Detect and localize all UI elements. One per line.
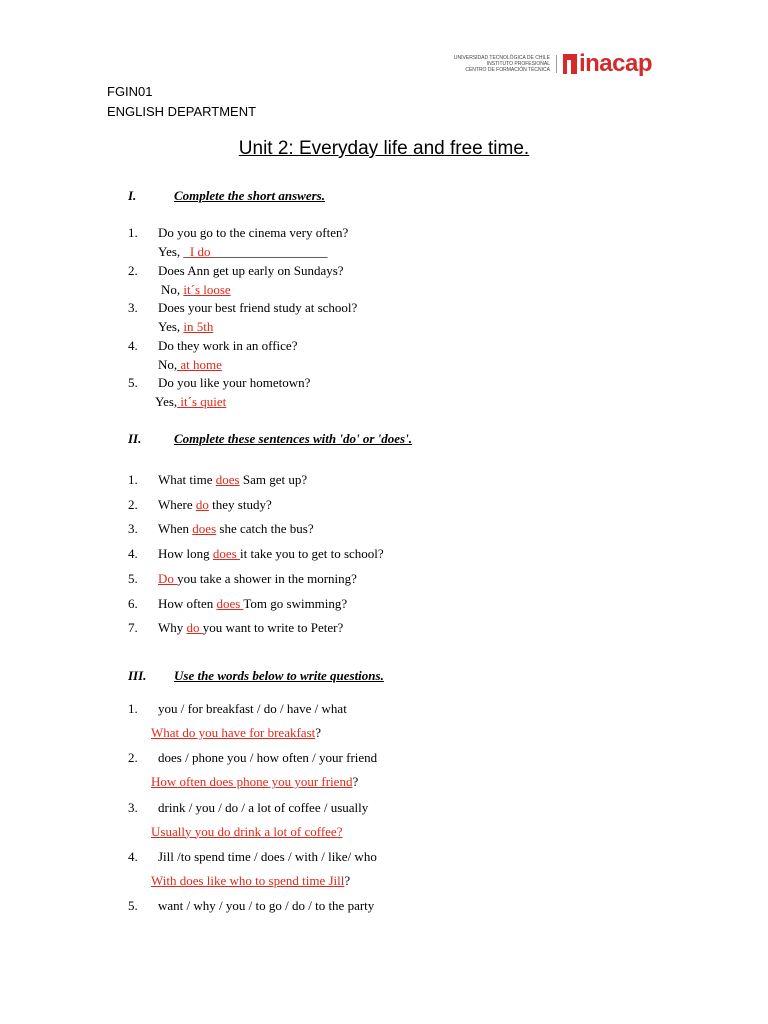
prompt-words: does / phone you / how often / your friend bbox=[158, 750, 378, 766]
short-answer bbox=[158, 244, 328, 260]
question-text: Do you like your hometown? bbox=[158, 375, 311, 390]
sentence-number: 2. bbox=[128, 496, 138, 512]
word-prompt-item bbox=[128, 898, 528, 916]
question-number: 3. bbox=[128, 300, 138, 315]
sentence-item bbox=[128, 596, 528, 614]
sentence-text bbox=[158, 472, 307, 488]
word-prompt-item bbox=[128, 849, 528, 867]
logo-square-icon bbox=[563, 54, 577, 74]
sentence-number: 3. bbox=[128, 521, 138, 537]
section-title: Use the words below to write questions. bbox=[174, 668, 384, 683]
sentence-end: it take you to get to school? bbox=[239, 546, 384, 562]
question-number: 5. bbox=[128, 375, 138, 390]
sentence-text bbox=[158, 521, 314, 537]
answer-prefix: Yes, bbox=[155, 394, 178, 409]
sentence-text bbox=[158, 497, 272, 513]
sentence-start: What time bbox=[158, 472, 216, 487]
written-question bbox=[151, 774, 358, 790]
sentence-end: she catch the bus? bbox=[216, 521, 314, 537]
sentence-start: How often bbox=[158, 595, 217, 611]
sentence-number: 5. bbox=[128, 570, 138, 586]
do-does-answer: Do bbox=[158, 570, 178, 586]
section-title: Complete these sentences with 'do' or 'does'. bbox=[174, 431, 412, 446]
answer-suffix: __________________ bbox=[210, 244, 328, 259]
sentence-item bbox=[128, 571, 528, 589]
sentence-text bbox=[158, 620, 343, 636]
section-number: I. bbox=[128, 188, 137, 203]
answer-punct: ? bbox=[352, 774, 359, 790]
word-prompt-item bbox=[128, 750, 528, 768]
sentence-end: they study? bbox=[208, 496, 272, 512]
section-2-heading bbox=[128, 431, 412, 447]
answer-fill: at home bbox=[177, 356, 222, 372]
logo-subtitle bbox=[454, 55, 557, 73]
question-number: 4. bbox=[128, 337, 138, 353]
sentence-text bbox=[158, 571, 357, 587]
question-answer: What do you have for breakfast bbox=[151, 725, 316, 740]
logo-mark bbox=[563, 50, 652, 78]
do-does-answer: does bbox=[215, 472, 240, 487]
sentence-item bbox=[128, 521, 528, 539]
section-title: Complete the short answers. bbox=[174, 188, 325, 203]
written-question bbox=[151, 873, 350, 889]
do-does-answer: does bbox=[212, 546, 240, 562]
logo-line-1: UNIVERSIDAD TECNOLÓGICA DE CHILE bbox=[453, 55, 550, 61]
department-header bbox=[107, 82, 256, 122]
written-question bbox=[151, 824, 342, 840]
do-does-answer: do bbox=[195, 496, 209, 512]
sentence-start: How long bbox=[158, 546, 213, 562]
sentence-text bbox=[158, 546, 384, 562]
written-question bbox=[151, 725, 321, 741]
section-number: II. bbox=[128, 431, 142, 446]
sentence-item bbox=[128, 472, 528, 490]
sentence-end: Sam get up? bbox=[239, 472, 308, 487]
do-does-answer: does bbox=[216, 595, 244, 611]
prompt-words: drink / you / do / a lot of coffee / usually bbox=[158, 799, 369, 815]
sentence-end: Tom go swimming? bbox=[243, 595, 348, 611]
prompt-number: 1. bbox=[128, 701, 138, 716]
prompt-number: 4. bbox=[128, 848, 138, 864]
answer-prefix: No, bbox=[161, 281, 184, 297]
short-answer bbox=[155, 394, 226, 410]
word-prompt-item bbox=[128, 701, 528, 719]
sentence-item bbox=[128, 620, 528, 638]
answer-prefix: Yes, bbox=[158, 319, 184, 334]
answer-prefix: No, bbox=[158, 356, 178, 372]
question-item bbox=[128, 263, 528, 281]
question-item bbox=[128, 375, 528, 393]
question-text: Do they work in an office? bbox=[158, 337, 298, 353]
prompt-words: want / why / you / to go / do / to the party bbox=[158, 898, 375, 914]
section-number: III. bbox=[128, 668, 147, 683]
question-item bbox=[128, 300, 528, 318]
sentence-item bbox=[128, 546, 528, 564]
section-3-heading bbox=[128, 668, 384, 684]
sentence-text bbox=[158, 596, 347, 612]
question-answer: Usually you do drink a lot of coffee? bbox=[151, 823, 343, 839]
department-name: ENGLISH DEPARTMENT bbox=[107, 104, 257, 119]
answer-fill: it´s quiet bbox=[177, 394, 227, 409]
question-item bbox=[128, 338, 528, 356]
sentence-start: When bbox=[158, 521, 193, 537]
question-answer: With does like who to spend time Jill bbox=[151, 872, 345, 888]
do-does-answer: do bbox=[186, 620, 203, 636]
section-1-heading bbox=[128, 188, 325, 204]
sentence-number: 7. bbox=[128, 620, 138, 636]
sentence-end: you take a shower in the morning? bbox=[177, 570, 357, 586]
prompt-number: 5. bbox=[128, 898, 138, 914]
question-item bbox=[128, 225, 528, 243]
short-answer bbox=[161, 282, 231, 298]
question-number: 2. bbox=[128, 262, 138, 278]
logo-line-3: CENTRO DE FORMACIÓN TÉCNICA bbox=[465, 67, 550, 73]
short-answer bbox=[158, 319, 213, 335]
question-number: 1. bbox=[128, 225, 138, 240]
prompt-number: 2. bbox=[128, 750, 138, 766]
question-text: Does your best friend study at school? bbox=[158, 300, 358, 315]
logo-line-2: INSTITUTO PROFESIONAL bbox=[486, 61, 550, 67]
do-does-answer: does bbox=[192, 521, 217, 537]
answer-fill: it´s loose bbox=[183, 281, 231, 297]
question-text: Does Ann get up early on Sundays? bbox=[158, 262, 344, 278]
inacap-logo bbox=[454, 48, 652, 80]
word-prompt-item bbox=[128, 800, 528, 818]
page-title: Unit 2: Everyday life and free time. bbox=[238, 138, 530, 159]
sentence-end: you want to write to Peter? bbox=[202, 620, 344, 636]
course-code: FGIN01 bbox=[107, 84, 153, 99]
short-answer bbox=[158, 357, 222, 373]
sentence-number: 6. bbox=[128, 595, 138, 611]
sentence-number: 1. bbox=[128, 472, 138, 487]
prompt-words: Jill /to spend time / does / with / like/ who bbox=[158, 848, 377, 864]
prompt-words: you / for breakfast / do / have / what bbox=[158, 701, 347, 716]
sentence-item bbox=[128, 497, 528, 515]
answer-fill: in 5th bbox=[183, 319, 214, 334]
logo-word: inacap bbox=[578, 50, 652, 77]
answer-prefix: Yes, _ bbox=[158, 244, 190, 259]
question-text: Do you go to the cinema very often? bbox=[158, 225, 349, 240]
sentence-start: Where bbox=[158, 496, 196, 512]
sentence-start: Why bbox=[158, 620, 187, 636]
answer-fill: I do bbox=[189, 244, 211, 259]
prompt-number: 3. bbox=[128, 799, 138, 815]
answer-punct: ? bbox=[315, 725, 322, 740]
question-answer: How often does phone you your friend bbox=[151, 774, 353, 790]
sentence-number: 4. bbox=[128, 546, 138, 562]
answer-punct: ? bbox=[344, 872, 351, 888]
